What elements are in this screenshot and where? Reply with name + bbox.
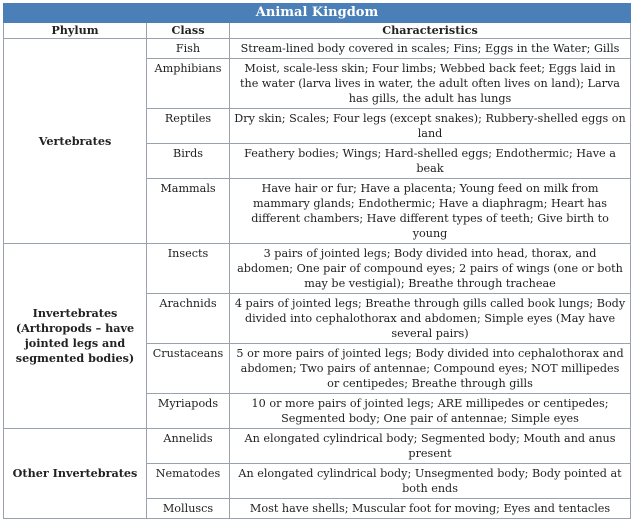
characteristics-cell: Most have shells; Muscular foot for moving; Eyes and tentacles xyxy=(230,499,631,519)
phylum-invertebrates: Invertebrates (Arthropods – have jointed legs and segmented bodies) xyxy=(4,244,147,429)
animal-kingdom-table-wrapper xyxy=(3,3,630,519)
table-row xyxy=(4,429,631,464)
class-cell: Reptiles xyxy=(147,109,230,144)
characteristics-cell: 3 pairs of jointed legs; Body divided into head, thorax, and abdomen; One pair of compound eyes; 2 pairs of wings (one or both may be vestigial); Breathe through tracheae xyxy=(230,244,631,294)
characteristics-cell: Stream-lined body covered in scales; Fins; Eggs in the Water; Gills xyxy=(230,39,631,59)
class-cell: Myriapods xyxy=(147,394,230,429)
phylum-other-invertebrates: Other Invertebrates xyxy=(4,429,147,519)
header-phylum: Phylum xyxy=(4,23,147,39)
characteristics-cell: An elongated cylindrical body; Segmented body; Mouth and anus present xyxy=(230,429,631,464)
phylum-vertebrates: Vertebrates xyxy=(4,39,147,244)
table-row xyxy=(4,39,631,59)
class-cell: Molluscs xyxy=(147,499,230,519)
characteristics-cell: Moist, scale-less skin; Four limbs; Webbed back feet; Eggs laid in the water (larva lives in water, the adult often lives on land); Larva has gills, the adult has lungs xyxy=(230,59,631,109)
class-cell: Crustaceans xyxy=(147,344,230,394)
class-cell: Arachnids xyxy=(147,294,230,344)
characteristics-cell: Feathery bodies; Wings; Hard-shelled eggs; Endothermic; Have a beak xyxy=(230,144,631,179)
header-class: Class xyxy=(147,23,230,39)
class-cell: Fish xyxy=(147,39,230,59)
class-cell: Amphibians xyxy=(147,59,230,109)
header-row xyxy=(4,23,631,39)
header-characteristics: Characteristics xyxy=(230,23,631,39)
class-cell: Birds xyxy=(147,144,230,179)
table-row xyxy=(4,244,631,294)
characteristics-cell: Have hair or fur; Have a placenta; Young feed on milk from mammary glands; Endothermic; Have a diaphragm; Heart has different chambers; Have different types of teeth; Give birth to young xyxy=(230,179,631,244)
characteristics-cell: 5 or more pairs of jointed legs; Body divided into cephalothorax and abdomen; Two pairs of antennae; Compound eyes; NOT millipedes or centipedes; Breathe through gills xyxy=(230,344,631,394)
title-row xyxy=(4,4,631,23)
characteristics-cell: 10 or more pairs of jointed legs; ARE millipedes or centipedes; Segmented body; One pair of antennae; Simple eyes xyxy=(230,394,631,429)
characteristics-cell: An elongated cylindrical body; Unsegmented body; Body pointed at both ends xyxy=(230,464,631,499)
class-cell: Mammals xyxy=(147,179,230,244)
animal-kingdom-table xyxy=(3,3,631,519)
class-cell: Insects xyxy=(147,244,230,294)
class-cell: Nematodes xyxy=(147,464,230,499)
characteristics-cell: Dry skin; Scales; Four legs (except snakes); Rubbery-shelled eggs on land xyxy=(230,109,631,144)
characteristics-cell: 4 pairs of jointed legs; Breathe through gills called book lungs; Body divided into cephalothorax and abdomen; Simple eyes (May have several pairs) xyxy=(230,294,631,344)
class-cell: Annelids xyxy=(147,429,230,464)
table-title: Animal Kingdom xyxy=(4,4,631,23)
